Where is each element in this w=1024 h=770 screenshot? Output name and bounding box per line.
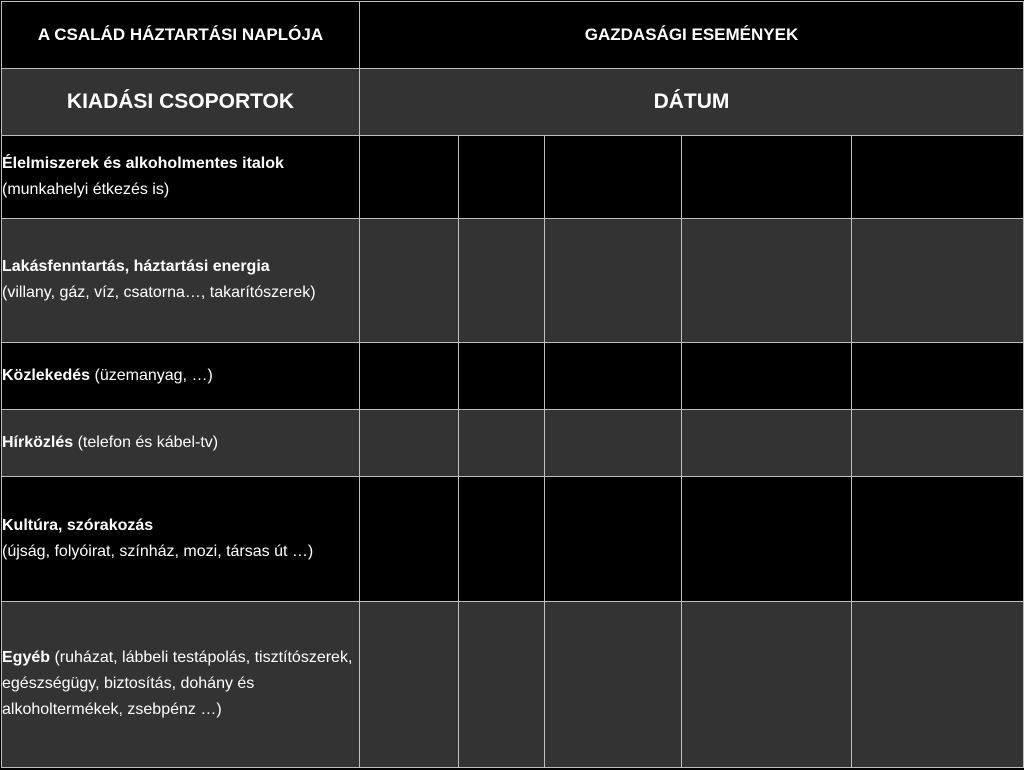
entry-cell[interactable]: [682, 477, 852, 601]
category-housing: [2, 218, 360, 342]
table-row: [2, 342, 1024, 409]
entry-cell[interactable]: [360, 342, 459, 409]
entry-cell[interactable]: [852, 477, 1024, 601]
entry-cell[interactable]: [545, 601, 682, 767]
category-details: (munkahelyi étkezés is): [2, 180, 170, 198]
category-details: (üzemanyag, …): [94, 366, 213, 384]
entry-cell[interactable]: [682, 136, 852, 218]
entry-cell[interactable]: [545, 477, 682, 601]
category-food: [2, 136, 360, 218]
household-journal-table: [1, 1, 1024, 768]
category-other: [2, 601, 360, 767]
entry-cell[interactable]: [852, 601, 1024, 767]
subheader-row: [2, 69, 1024, 136]
entry-cell[interactable]: [682, 218, 852, 342]
category-details: (ruházat, lábbeli testápolás, tisztítószerek, egészségügy, biztosítás, dohány és alkoholtermékek, zsebpénz …): [2, 649, 353, 719]
economic-events-header: GAZDASÁGI ESEMÉNYEK: [360, 2, 1024, 69]
table-row: [2, 410, 1024, 477]
journal-title: A CSALÁD HÁZTARTÁSI NAPLÓJA: [2, 2, 360, 69]
category-culture: [2, 477, 360, 601]
entry-cell[interactable]: [360, 218, 459, 342]
table-row: [2, 136, 1024, 218]
category-telecom: [2, 410, 360, 477]
category-name: Közlekedés: [2, 366, 91, 384]
entry-cell[interactable]: [545, 342, 682, 409]
category-name: Lakásfenntartás, háztartási energia: [2, 258, 270, 276]
category-name: Élelmiszerek és alkoholmentes italok: [2, 154, 284, 172]
entry-cell[interactable]: [545, 410, 682, 477]
table-row: [2, 601, 1024, 767]
category-details: (villany, gáz, víz, csatorna…, takarítószerek): [2, 284, 316, 302]
entry-cell[interactable]: [459, 342, 545, 409]
entry-cell[interactable]: [360, 410, 459, 477]
entry-cell[interactable]: [459, 218, 545, 342]
table-row: [2, 477, 1024, 601]
entry-cell[interactable]: [682, 410, 852, 477]
entry-cell[interactable]: [852, 410, 1024, 477]
entry-cell[interactable]: [459, 601, 545, 767]
entry-cell[interactable]: [545, 218, 682, 342]
category-name: Egyéb: [2, 649, 51, 667]
category-name: Hírközlés: [2, 434, 74, 452]
category-transport: [2, 342, 360, 409]
entry-cell[interactable]: [682, 601, 852, 767]
entry-cell[interactable]: [852, 342, 1024, 409]
title-row: [2, 2, 1024, 69]
entry-cell[interactable]: [852, 136, 1024, 218]
date-header: DÁTUM: [360, 69, 1024, 136]
entry-cell[interactable]: [682, 342, 852, 409]
entry-cell[interactable]: [459, 136, 545, 218]
category-name: Kultúra, szórakozás: [2, 516, 154, 534]
category-details: (újság, folyóirat, színház, mozi, társas út …): [2, 542, 314, 560]
entry-cell[interactable]: [545, 136, 682, 218]
category-details: (telefon és kábel-tv): [77, 434, 219, 452]
entry-cell[interactable]: [459, 410, 545, 477]
entry-cell[interactable]: [360, 477, 459, 601]
entry-cell[interactable]: [360, 136, 459, 218]
entry-cell[interactable]: [852, 218, 1024, 342]
entry-cell[interactable]: [360, 601, 459, 767]
entry-cell[interactable]: [459, 477, 545, 601]
expense-groups-header: KIADÁSI CSOPORTOK: [2, 69, 360, 136]
table-row: [2, 218, 1024, 342]
